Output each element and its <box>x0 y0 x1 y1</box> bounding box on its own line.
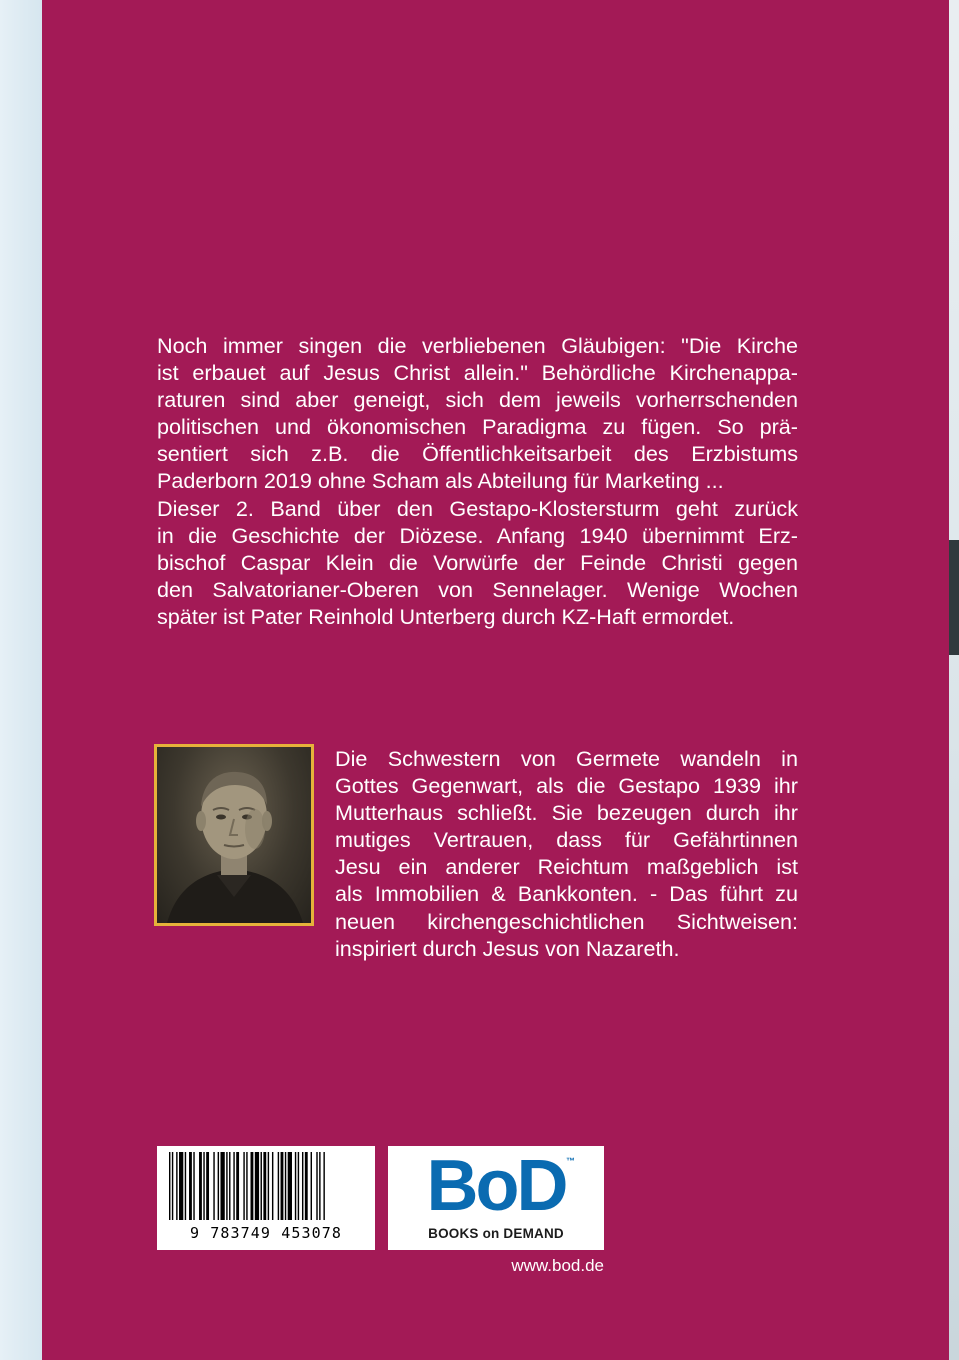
blurb-line: in die Geschichte der Diözese. Anfang 1940 übernimmt Erz- <box>157 522 798 548</box>
barcode-bars <box>157 1146 375 1226</box>
blurb-line: raturen sind aber geneigt, sich dem jeweils vorherrschenden <box>157 387 798 413</box>
isbn-number: 9 783749 453078 <box>190 1224 342 1242</box>
second-paragraph <box>335 745 798 962</box>
blurb-paragraph <box>157 332 798 630</box>
paragraph-line: Die Schwestern von Germete wandeln in <box>335 746 798 771</box>
blurb-line: ist erbauet auf Jesus Christ allein." Behördliche Kirchenappa- <box>157 360 798 386</box>
publisher-tagline: BOOKS on DEMAND <box>428 1226 564 1241</box>
author-portrait-photo <box>154 744 314 926</box>
blurb-line: Noch immer singen die verbliebenen Gläubigen: "Die Kirche <box>157 333 798 358</box>
blurb-line: Dieser 2. Band über den Gestapo-Klostersturm geht zurück <box>157 495 798 521</box>
bod-logo: BoD <box>426 1146 566 1226</box>
paragraph-line: Jesu ein anderer Reichtum maßgeblich ist <box>335 854 798 880</box>
blurb-line: politischen und ökonomischen Paradigma zu fügen. So prä- <box>157 414 798 440</box>
paragraph-line: Mutterhaus schließt. Sie bezeugen durch ihr <box>335 800 798 826</box>
page-edge-right <box>949 0 959 1360</box>
blurb-line: sentiert sich z.B. die Öffentlichkeitsarbeit des Erzbistums <box>157 441 798 467</box>
blurb-line: später ist Pater Reinhold Unterberg durch KZ-Haft ermordet. <box>157 603 735 629</box>
blurb-line: Paderborn 2019 ohne Scham als Abteilung für Marketing ... <box>157 468 724 494</box>
blurb-line: bischof Caspar Klein die Vorwürfe der Feinde Christi gegen <box>157 549 798 575</box>
publisher-url: www.bod.de <box>511 1256 604 1275</box>
paragraph-line: inspiriert durch Jesus von Nazareth. <box>335 935 680 961</box>
isbn-barcode <box>157 1146 375 1250</box>
page-edge-left <box>0 0 42 1360</box>
paragraph-line: neuen kirchengeschichtlichen Sichtweisen: <box>335 908 798 934</box>
publisher-logo-box <box>388 1146 604 1250</box>
paragraph-line: mutiges Vertrauen, dass für Gefährtinnen <box>335 827 798 853</box>
paragraph-line: als Immobilien & Bankkonten. - Das führt zu <box>335 881 798 907</box>
blurb-line: den Salvatorianer-Oberen von Sennelager. Wenige Wochen <box>157 576 798 602</box>
paragraph-line: Gottes Gegenwart, als die Gestapo 1939 ihr <box>335 773 798 799</box>
trademark-icon: ™ <box>566 1156 575 1166</box>
